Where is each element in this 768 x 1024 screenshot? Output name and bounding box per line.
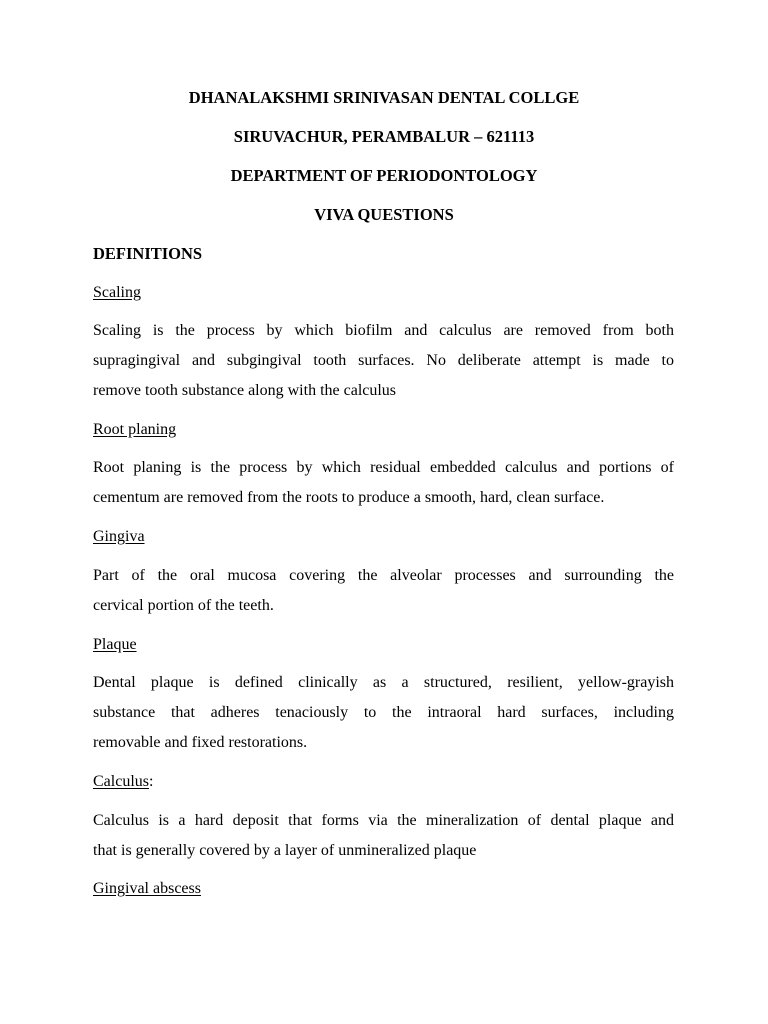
definition-line: Dental plaque is defined clinically as a structured, resilient, yellow-grayish — [93, 674, 674, 691]
definition-line: Part of the oral mucosa covering the alveolar processes and surrounding the — [93, 567, 674, 584]
definition-line: remove tooth substance along with the calculus — [93, 382, 397, 399]
definition-line: substance that adheres tenaciously to the intraoral hard surfaces, including — [93, 704, 674, 721]
term-root-planing: Root planing — [93, 421, 177, 438]
definition-line: Scaling is the process by which biofilm and calculus are removed from both — [93, 322, 674, 339]
term-scaling: Scaling — [93, 284, 141, 301]
definition-gingiva — [93, 561, 674, 621]
definition-line: Root planing is the process by which residual embedded calculus and portions of — [93, 459, 674, 476]
definition-line: that is generally covered by a layer of unmineralized plaque — [93, 842, 477, 859]
definition-line: cervical portion of the teeth. — [93, 597, 274, 614]
college-name: DHANALAKSHMI SRINIVASAN DENTAL COLLGE — [188, 88, 580, 107]
term-calculus-wrapper — [93, 772, 153, 792]
definition-scaling — [93, 316, 674, 406]
definition-line: cementum are removed from the roots to produce a smooth, hard, clean surface. — [93, 489, 605, 506]
term-calculus-colon: : — [149, 773, 154, 790]
definition-line: supragingival and subgingival tooth surfaces. No deliberate attempt is made to — [93, 352, 674, 369]
definition-calculus — [93, 806, 674, 866]
document-subject: VIVA QUESTIONS — [314, 205, 454, 224]
definition-root-planing — [93, 453, 674, 513]
term-calculus: Calculus — [93, 773, 149, 790]
definition-line: removable and fixed restorations. — [93, 734, 308, 751]
term-plaque: Plaque — [93, 636, 137, 653]
definition-plaque — [93, 668, 674, 758]
term-gingiva: Gingiva — [93, 528, 145, 545]
section-title-definitions: DEFINITIONS — [93, 244, 203, 263]
definition-line: Calculus is a hard deposit that forms via the mineralization of dental plaque and — [93, 812, 674, 829]
college-address: SIRUVACHUR, PERAMBALUR – 621113 — [233, 127, 535, 146]
department-name: DEPARTMENT OF PERIODONTOLOGY — [230, 166, 538, 185]
term-gingival-abscess: Gingival abscess — [93, 880, 201, 897]
